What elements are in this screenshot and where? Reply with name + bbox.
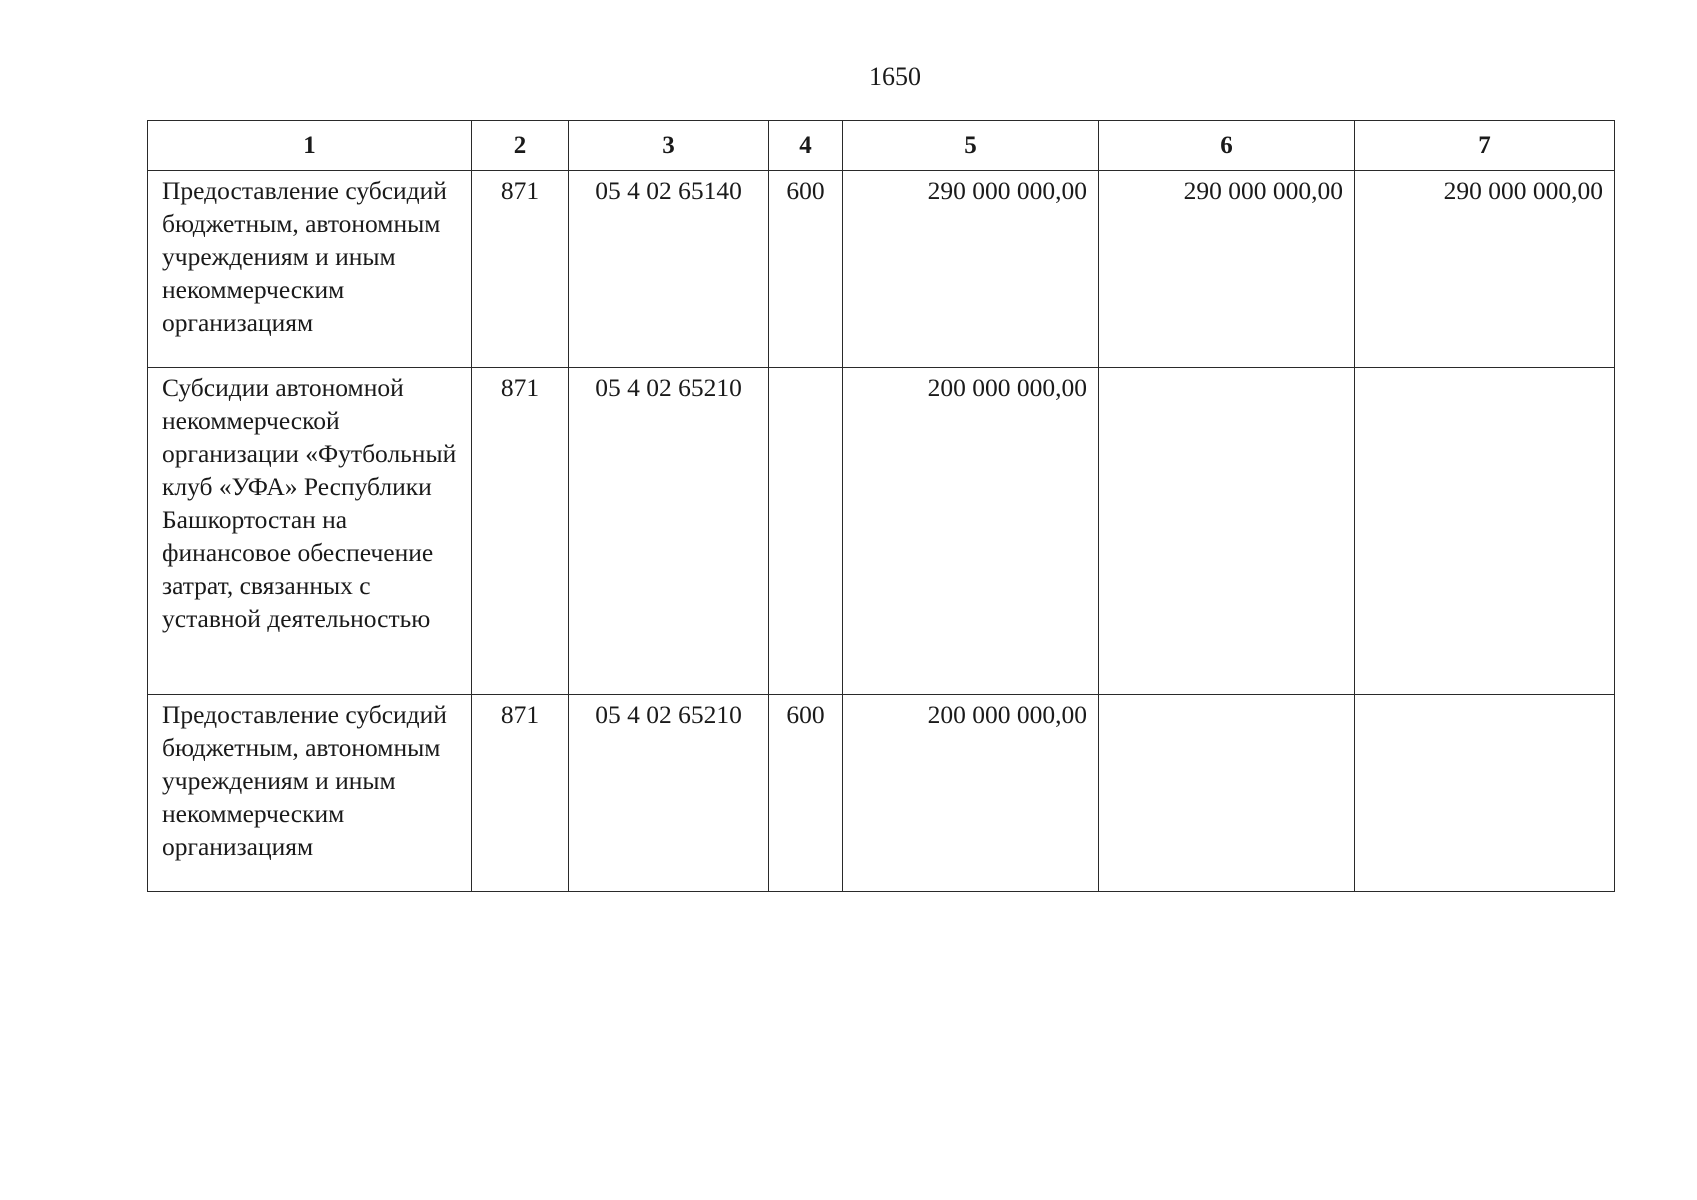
- ministry-code-cell: 871: [472, 368, 569, 695]
- header-cell: 3: [569, 121, 769, 171]
- amount-cell: 290 000 000,00: [1355, 171, 1615, 368]
- header-cell: 7: [1355, 121, 1615, 171]
- amount-cell: [1355, 368, 1615, 695]
- amount-cell: [1099, 368, 1355, 695]
- expense-type-cell: [769, 368, 843, 695]
- header-cell: 1: [148, 121, 472, 171]
- amount-cell: [1099, 695, 1355, 892]
- amount-cell: [1355, 695, 1615, 892]
- description-cell: Предоставление субсидий бюджетным, автономным учреждениям и иным некоммерческим организациям: [148, 695, 472, 892]
- header-cell: 2: [472, 121, 569, 171]
- header-cell: 4: [769, 121, 843, 171]
- ministry-code-cell: 871: [472, 171, 569, 368]
- target-article-cell: 05 4 02 65210: [569, 368, 769, 695]
- table-row: [148, 368, 1615, 695]
- target-article-cell: 05 4 02 65140: [569, 171, 769, 368]
- header-cell: 6: [1099, 121, 1355, 171]
- table-row: [148, 171, 1615, 368]
- expense-type-cell: 600: [769, 695, 843, 892]
- description-cell: Предоставление субсидий бюджетным, автономным учреждениям и иным некоммерческим организациям: [148, 171, 472, 368]
- amount-cell: 290 000 000,00: [1099, 171, 1355, 368]
- page-number: 1650: [869, 62, 921, 91]
- budget-table: [147, 120, 1615, 892]
- header-row: [148, 121, 1615, 171]
- amount-cell: 200 000 000,00: [843, 368, 1099, 695]
- target-article-cell: 05 4 02 65210: [569, 695, 769, 892]
- ministry-code-cell: 871: [472, 695, 569, 892]
- table-row: [148, 695, 1615, 892]
- description-cell: Субсидии автономной некоммерческой организации «Футбольный клуб «УФА» Республики Башкортостан на финансовое обеспечение затрат, связанных с уставной деятельностью: [148, 368, 472, 695]
- expense-type-cell: 600: [769, 171, 843, 368]
- amount-cell: 200 000 000,00: [843, 695, 1099, 892]
- amount-cell: 290 000 000,00: [843, 171, 1099, 368]
- header-cell: 5: [843, 121, 1099, 171]
